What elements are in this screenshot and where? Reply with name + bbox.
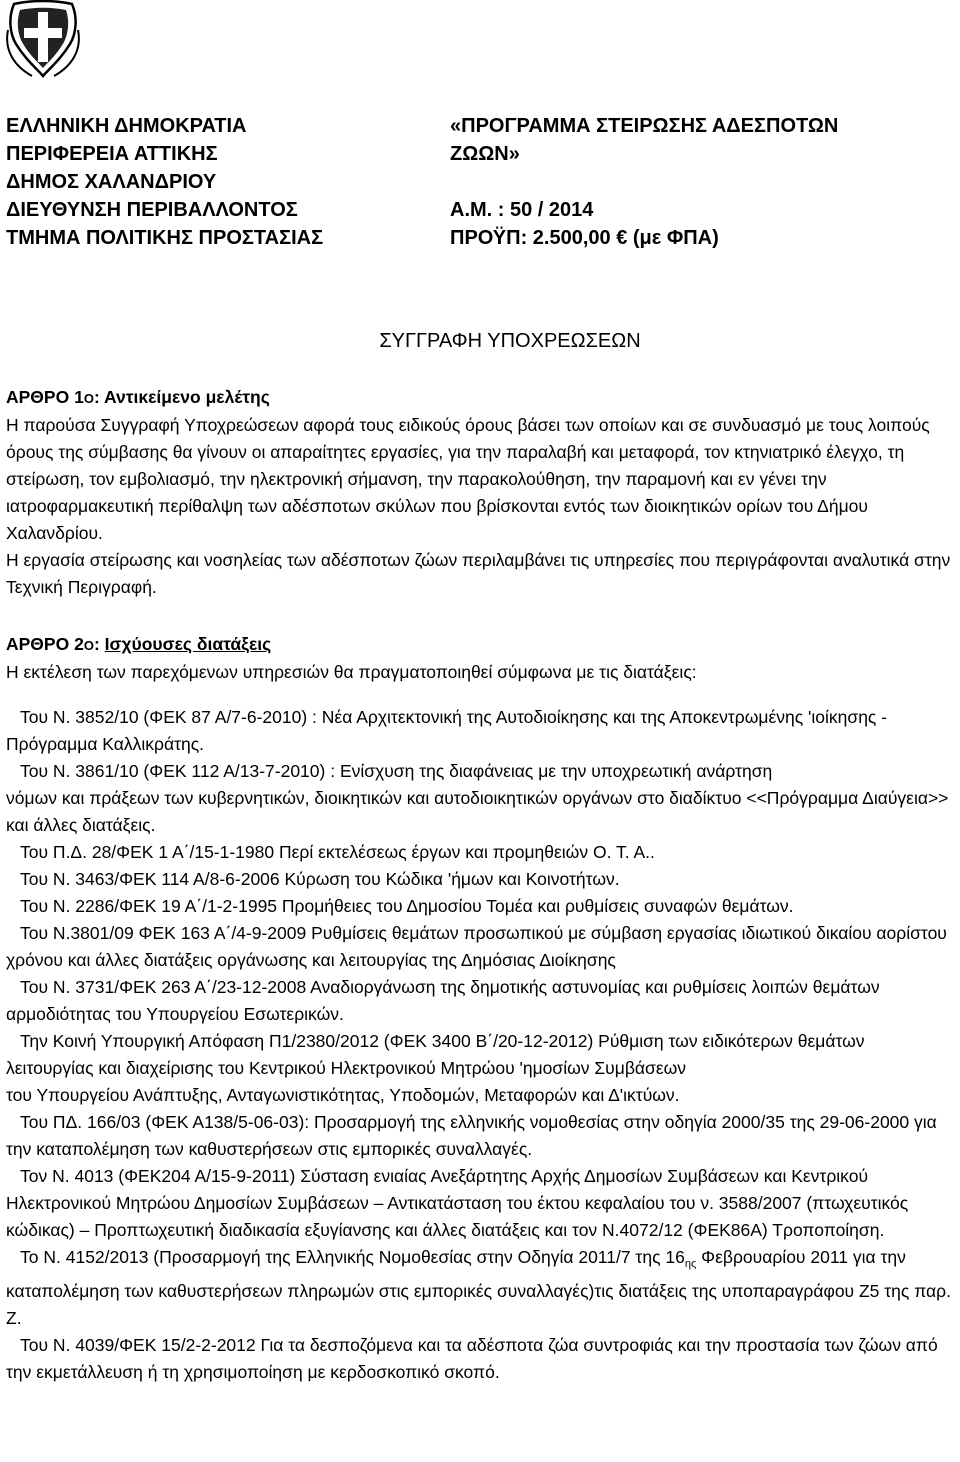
document-title: ΣΥΓΓΡΑΦΗ ΥΠΟΧΡΕΩΣΕΩΝ [379,330,641,352]
provision-item: Του ΠΔ. 166/03 (ΦΕΚ Α138/5-06-03): Προσαρμογή της ελληνικής νομοθεσίας στην οδηγία 2000/35 της 29-06-2000 για την καταπολέμηση των καθυστερήσεων στις εμπορικές συναλλαγές. [6,1112,937,1159]
article-1-number: ΑΡΘΡΟ 1 [6,387,84,407]
article-2-intro: Η εκτέλεση των παρεχόμενων υπηρεσιών θα πραγματοποιηθεί σύμφωνα με τις διατάξεις: [6,662,697,682]
provision-item: Του Ν.3801/09 ΦΕΚ 163 Α΄/4-9-2009 Ρυθμίσεις θεμάτων προσωπικού με σύμβαση εργασίας ιδιωτικού δικαίου αορίστου χρόνου και άλλες διατάξεις οργάνωσης και λειτουργίας της Δημόσιας Διοίκησης [6,923,947,970]
article-2-title: Ισχύουσες διατάξεις [104,634,272,654]
article-1-paragraph: Η εργασία στείρωσης και νοσηλείας των αδέσποτων ζώων περιλαμβάνει τις υπηρεσίες που περιγράφονται αναλυτικά στην Τεχνική Περιγραφή. [6,550,951,597]
article-2-heading: ΑΡΘΡΟ 2Ο: Ισχύουσες διατάξεις [6,634,272,654]
article-1-heading [6,384,954,412]
ordinal-suffix: ης [684,1258,697,1270]
project-title-line: «ΠΡΟΓΡΑΜΜΑ ΣΤΕΙΡΩΣΗΣ ΑΔΕΣΠΟΤΩΝ [450,115,839,137]
greek-republic-emblem [4,0,82,80]
article-2-number: ΑΡΘΡΟ 2 [6,634,84,654]
provision-item: Του Ν. 3463/ΦΕΚ 114 Α/8-6-2006 Κύρωση του Κώδικα 'ήμων και Κοινοτήτων. [20,869,620,889]
provision-item: Του Ν. 4039/ΦΕΚ 15/2-2-2012 Για τα δεσποζόμενα και τα αδέσποτα ζώα συντροφιάς και την προστασία των ζώων από την εκμετάλλευση ή τη χρησιμοποίηση με κερδοσκοπικό σκοπό. [6,1335,938,1382]
provision-item: Του Π.Δ. 28/ΦΕΚ 1 Α΄/15-1-1980 Περί εκτελέσεως έργων και προμηθειών Ο. Τ. Α.. [20,842,655,862]
provision-item: Του Ν. 3861/10 (ΦΕΚ 112 Α/13-7-2010) : Ενίσχυση της διαφάνειας με την υποχρεωτική ανάρτηση νόμων και πράξεων των κυβερνητικών, διοικητικών και αυτοδιοικητικών οργάνων στο διαδίκτυο <<Πρόγραμμα Διαύγεια>> και άλλες διατάξεις. [6,761,949,835]
provision-item: Την Κοινή Υπουργική Απόφαση Π1/2380/2012 (ΦΕΚ 3400 Β΄/20-12-2012) Ρύθμιση των ειδικότερων θεμάτων λειτουργίας και διαχείρισης του Κεντρικού Ηλεκτρονικού Μητρώου 'ημοσίων Συμβάσεων του Υπουργείου Ανάπτυξης, Ανταγωνιστικότητας, Υποδομών, Μεταφορών και Δ'ικτύων. [6,1031,865,1105]
project-number: Α.Μ. : 50 / 2014 [450,199,594,221]
article-1-title: : Αντικείμενο μελέτης [93,387,270,407]
article-1-paragraph: Η παρούσα Συγγραφή Υποχρεώσεων αφορά τους ειδικούς όρους βάσει των οποίων και σε συνδυασμό με τους λοιπούς όρους της σύμβασης θα γίνουν οι απαραίτητες εργασίες, για την παραλαβή και μεταφορά, τον κτηνιατρικό έλεγχο, τη στείρωση, τον εμβολιασμό, την ηλεκτρονική σήμανση, την παρακολούθηση, την παραμονή και εν γένει την ιατροφαρμακευτική περίθαλψη των αδέσποτων σκύλων που βρίσκονται εντός των διοικητικών ορίων του Δήμου Χαλανδρίου. [6,415,930,543]
project-block [450,112,950,252]
document-body [6,384,954,1386]
provision-item: Του Ν. 3852/10 (ΦΕΚ 87 Α/7-6-2010) : Νέα Αρχιτεκτονική της Αυτοδιοίκησης και της Αποκεντρωμένης 'ιοίκησης - Πρόγραμμα Καλλικράτης. [6,707,888,754]
provision-item: Του Ν. 3731/ΦΕΚ 263 Α΄/23-12-2008 Αναδιοργάνωση της δημοτικής αστυνομίας και ρυθμίσεις λοιπών θεμάτων αρμοδιότητας του Υπουργείου Εσωτερικών. [6,977,880,1024]
project-blank-line [450,168,950,196]
article-1-ordinal: Ο [83,391,94,406]
issuer-line: ΠΕΡΙΦΕΡΕΙΑ ΑΤΤΙΚΗΣ [6,143,218,165]
provision-item: Του Ν. 2286/ΦΕΚ 19 Α΄/1-2-1995 Προμήθειες του Δημοσίου Τομέα και ρυθμίσεις συναφών θεμάτων. [20,896,794,916]
issuer-block [6,112,426,252]
issuer-line: ΔΗΜΟΣ ΧΑΛΑΝΔΡΙΟΥ [6,171,217,193]
project-title-line: ΖΩΩΝ» [450,143,520,165]
project-budget: ΠΡΟΫΠ: 2.500,00 € (με ΦΠΑ) [450,227,719,249]
article-2-ordinal: Ο [83,638,94,653]
provision-item: Τον Ν. 4013 (ΦΕΚ204 Α/15-9-2011) Σύσταση ενιαίας Ανεξάρτητης Αρχής Δημοσίων Συμβάσεων και Κεντρικού Ηλεκτρονικού Μητρώου Δημοσίων Συμβάσεων – Αντικατάσταση του έκτου κεφαλαίου του ν. 3588/2007 (πτωχευτικός κώδικας) – Προπτωχευτική διαδικασία εξυγίανσης και άλλες διατάξεις και τον Ν.4072/12 (ΦΕΚ86Α) Τροποποίηση. [6,1166,909,1240]
issuer-line: ΔΙΕΥΘΥΝΣΗ ΠΕΡΙΒΑΛΛΟΝΤΟΣ [6,199,298,221]
issuer-line: ΤΜΗΜΑ ΠΟΛΙΤΙΚΗΣ ΠΡΟΣΤΑΣΙΑΣ [6,227,324,249]
provision-item: Το Ν. 4152/2013 (Προσαρμογή της Ελληνικής Νομοθεσίας στην Οδηγία 2011/7 της $16_{\eta\varsigma}$ Φεβρουαρίου 2011 για την καταπολέμηση των καθυστερήσεων πληρωμών στις εμπορικές συναλλαγές)τις διατάξεις της υποπαραγράφου Ζ5 της παρ. Ζ. [6,1247,951,1328]
issuer-line: ΕΛΛΗΝΙΚΗ ΔΗΜΟΚΡΑΤΙΑ [6,115,247,137]
